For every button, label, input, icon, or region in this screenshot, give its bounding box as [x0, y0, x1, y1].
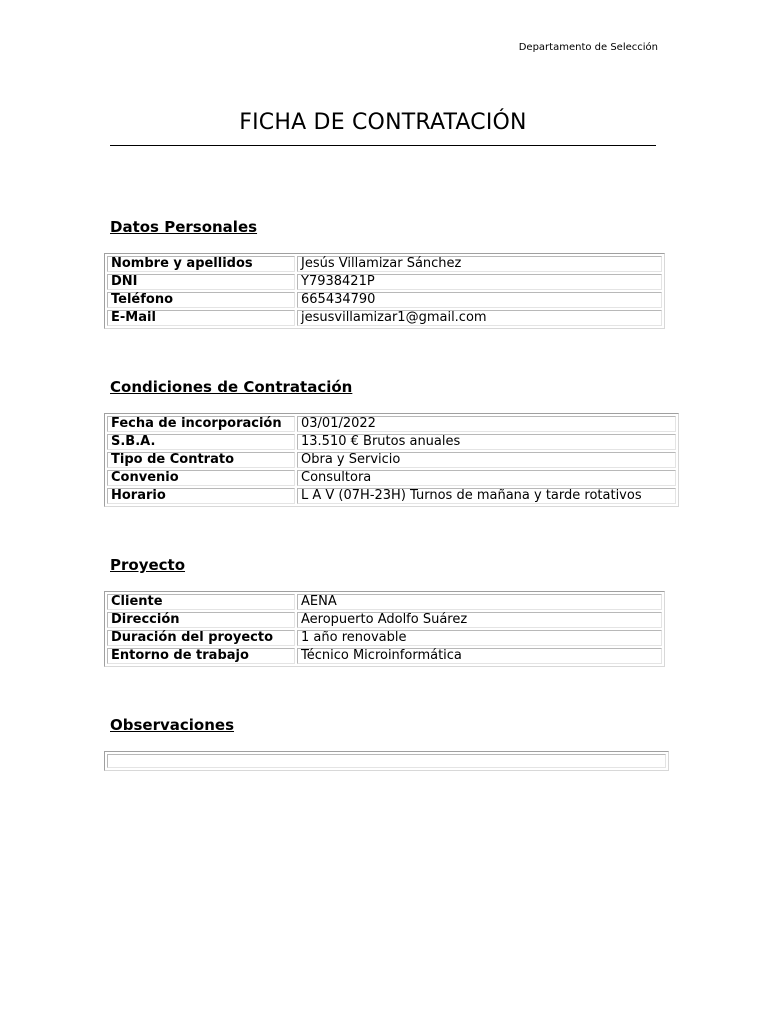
row-label: DNI: [107, 274, 295, 290]
proyecto-table: [104, 591, 665, 667]
row-value: Jesús Villamizar Sánchez: [297, 256, 662, 272]
table-row: [107, 256, 662, 272]
row-value: AENA: [297, 594, 662, 610]
row-value: 1 año renovable: [297, 630, 662, 646]
row-value: Aeropuerto Adolfo Suárez: [297, 612, 662, 628]
title-divider: [110, 145, 656, 146]
section-heading-observaciones: Observaciones: [110, 716, 235, 734]
row-value: Y7938421P: [297, 274, 662, 290]
table-row: [107, 594, 662, 610]
section-heading-condiciones: Condiciones de Contratación: [110, 378, 353, 396]
row-label: Nombre y apellidos: [107, 256, 295, 272]
table-row: [107, 648, 662, 664]
table-row: [107, 630, 662, 646]
table-row: [107, 416, 676, 432]
section-heading-proyecto: Proyecto: [110, 556, 186, 574]
row-label: Tipo de Contrato: [107, 452, 295, 468]
row-label: Dirección: [107, 612, 295, 628]
page-title: FICHA DE CONTRATACIÓN: [239, 110, 527, 135]
row-value: L A V (07H-23H) Turnos de mañana y tarde rotativos: [297, 488, 676, 504]
row-label: Teléfono: [107, 292, 295, 308]
datos-personales-table: [104, 253, 665, 329]
table-row: [107, 754, 666, 768]
row-value: 665434790: [297, 292, 662, 308]
row-value: Consultora: [297, 470, 676, 486]
row-value: 03/01/2022: [297, 416, 676, 432]
table-row: [107, 292, 662, 308]
row-label: Horario: [107, 488, 295, 504]
row-label: Convenio: [107, 470, 295, 486]
observaciones-table: [104, 751, 669, 771]
section-heading-datos-personales: Datos Personales: [110, 218, 258, 236]
table-row: [107, 310, 662, 326]
row-label: Duración del proyecto: [107, 630, 295, 646]
table-row: [107, 488, 676, 504]
row-label: Fecha de incorporación: [107, 416, 295, 432]
row-label: Entorno de trabajo: [107, 648, 295, 664]
table-row: [107, 452, 676, 468]
table-row: [107, 274, 662, 290]
table-row: [107, 434, 676, 450]
condiciones-table: [104, 413, 679, 507]
observaciones-field: [107, 754, 666, 768]
row-label: E-Mail: [107, 310, 295, 326]
row-value: 13.510 € Brutos anuales: [297, 434, 676, 450]
row-value: jesusvillamizar1@gmail.com: [297, 310, 662, 326]
table-row: [107, 612, 662, 628]
row-value: Técnico Microinformática: [297, 648, 662, 664]
table-row: [107, 470, 676, 486]
row-value: Obra y Servicio: [297, 452, 676, 468]
row-label: Cliente: [107, 594, 295, 610]
row-label: S.B.A.: [107, 434, 295, 450]
department-label: Departamento de Selección: [518, 42, 658, 53]
